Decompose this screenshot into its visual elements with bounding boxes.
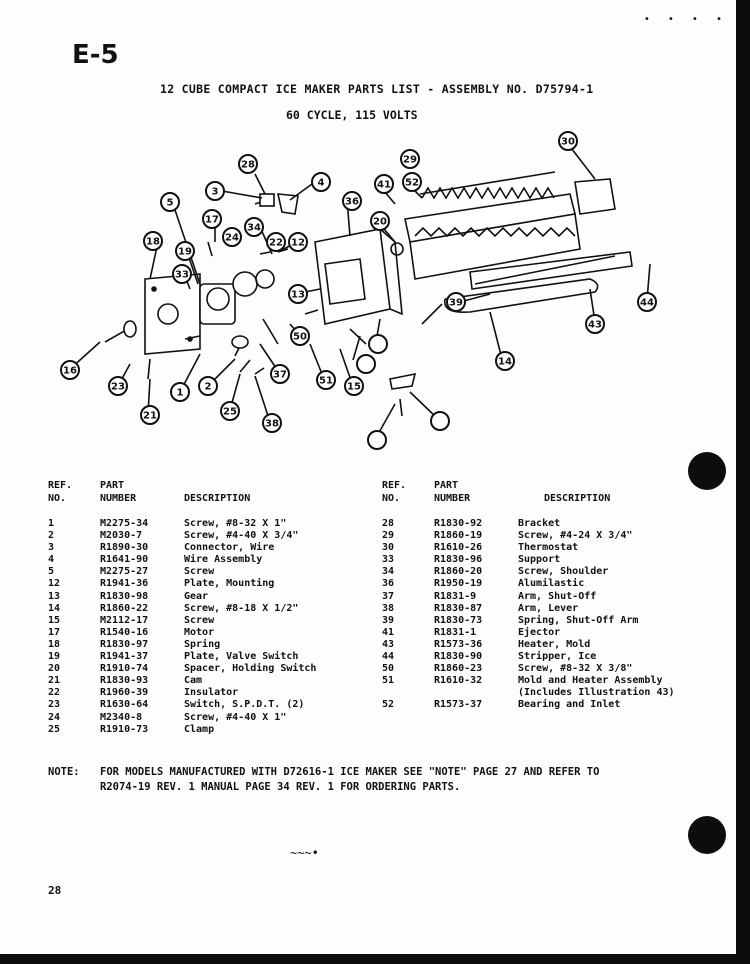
page-subtitle: 60 CYCLE, 115 VOLTS xyxy=(286,108,418,122)
part-number: R1830-73 xyxy=(434,614,483,626)
parts-table-left xyxy=(48,480,316,736)
exploded-parts-diagram xyxy=(50,124,680,464)
callout-number: 15 xyxy=(347,381,361,393)
table-row xyxy=(382,566,675,578)
note-line-2: R2074-19 REV. 1 MANUAL PAGE 34 REV. 1 FOR ORDERING PARTS. xyxy=(100,781,461,793)
part-ref-no: 17 xyxy=(48,626,61,638)
callout-number: 14 xyxy=(498,356,512,368)
header-part-number: NUMBER xyxy=(100,492,137,504)
part-ref-no: 14 xyxy=(48,602,61,614)
part-ref-no: 2 xyxy=(48,530,55,542)
part-description: Spring, Shut-Off Arm xyxy=(518,614,639,626)
part-number: R1831-1 xyxy=(434,626,477,638)
callout-number: 33 xyxy=(175,269,189,281)
part-ref-no: 21 xyxy=(48,675,61,687)
part-number: R1830-87 xyxy=(434,602,483,614)
part-number: R1860-20 xyxy=(434,566,483,578)
header-description: DESCRIPTION xyxy=(544,492,611,504)
table-row xyxy=(382,651,675,663)
callout-number: 13 xyxy=(291,289,305,301)
part-ref-no xyxy=(382,687,434,699)
part-number: R1910-74 xyxy=(100,663,149,675)
part-number: R1830-90 xyxy=(434,651,483,663)
part-description: Stripper, Ice xyxy=(518,651,597,663)
part-description: Cam xyxy=(184,675,203,687)
part-ref-no: 13 xyxy=(48,590,61,602)
part-number: M2275-27 xyxy=(100,566,149,578)
table-row xyxy=(48,542,316,554)
callout-number: 2 xyxy=(204,381,212,393)
header-ref-no: NO. xyxy=(382,492,401,504)
part-ref-no: 36 xyxy=(382,578,395,590)
part-number: R1941-36 xyxy=(100,578,149,590)
part-ref-no: 18 xyxy=(48,638,61,650)
part-description: Screw, Shoulder xyxy=(518,566,609,578)
part-description: Spring xyxy=(184,638,221,650)
part-description: Support xyxy=(518,554,561,566)
part-number: R1630-64 xyxy=(100,699,149,711)
part-number: R1830-92 xyxy=(434,518,483,529)
callout-number: 34 xyxy=(247,222,261,234)
part-ref-no: 52 xyxy=(382,699,395,711)
part-ref-no: 37 xyxy=(382,590,395,602)
table-row xyxy=(48,663,316,675)
table-row xyxy=(48,554,316,566)
scan-edge-bottom xyxy=(0,954,750,964)
part-ref-no: 34 xyxy=(382,566,395,578)
callout-number: 5 xyxy=(166,197,174,209)
part-ref-no: 38 xyxy=(382,602,395,614)
table-row xyxy=(48,675,316,687)
part-ref-no: 4 xyxy=(48,554,55,566)
callout-number: 18 xyxy=(146,236,160,248)
part-description: Switch, S.P.D.T. (2) xyxy=(184,699,305,711)
binder-hole-bottom xyxy=(688,816,726,854)
header-ref-no: NO. xyxy=(48,492,67,504)
part-description: Heater, Mold xyxy=(518,638,591,650)
part-description: Screw xyxy=(184,614,215,626)
table-row xyxy=(48,639,316,651)
header-part-number: NUMBER xyxy=(434,492,471,504)
callout-number: 30 xyxy=(561,136,575,148)
table-row xyxy=(382,627,675,639)
table-row xyxy=(48,615,316,627)
part-ref-no: 15 xyxy=(48,614,61,626)
parts-rows-left xyxy=(48,518,316,736)
table-row xyxy=(48,591,316,603)
part-description: Screw, #8-32 X 1" xyxy=(184,518,287,529)
part-description: Arm, Shut-Off xyxy=(518,590,597,602)
binder-hole-top xyxy=(688,452,726,490)
callout-number: 36 xyxy=(345,196,359,208)
callout-number: 39 xyxy=(449,297,463,309)
part-ref-no: 30 xyxy=(382,542,395,554)
part-number xyxy=(434,687,512,699)
part-number: R1860-22 xyxy=(100,602,149,614)
callout-number: 29 xyxy=(403,154,417,166)
part-number: R1641-90 xyxy=(100,554,149,566)
page-code: E-5 xyxy=(72,40,119,70)
part-ref-no: 3 xyxy=(48,542,55,554)
part-description: Bracket xyxy=(518,518,561,529)
callout-number: 28 xyxy=(241,159,255,171)
part-number: R1830-97 xyxy=(100,638,149,650)
corner-marks: • • • • xyxy=(643,14,728,25)
part-description: Screw, #4-24 X 3/4" xyxy=(518,530,633,542)
part-ref-no: 23 xyxy=(48,699,61,711)
callout-number: 4 xyxy=(317,177,325,189)
part-ref-no: 28 xyxy=(382,518,395,529)
table-row xyxy=(48,578,316,590)
table-row xyxy=(48,530,316,542)
table-row xyxy=(382,603,675,615)
part-ref-no: 33 xyxy=(382,554,395,566)
table-row xyxy=(48,566,316,578)
part-description: Connector, Wire xyxy=(184,542,275,554)
part-description: Insulator xyxy=(184,687,239,699)
part-number: R1610-26 xyxy=(434,542,483,554)
part-description: Screw, #8-18 X 1/2" xyxy=(184,602,299,614)
callout-number: 17 xyxy=(205,214,219,226)
part-description: Arm, Lever xyxy=(518,602,579,614)
part-number: R1610-32 xyxy=(434,675,483,687)
callout-number: 19 xyxy=(178,246,192,258)
part-ref-no: 5 xyxy=(48,566,55,578)
table-row xyxy=(382,554,675,566)
table-row xyxy=(48,724,316,736)
part-ref-no: 41 xyxy=(382,626,395,638)
table-row xyxy=(382,530,675,542)
part-description: Bearing and Inlet xyxy=(518,699,621,711)
table-row xyxy=(48,603,316,615)
part-description: Screw xyxy=(184,566,215,578)
parts-rows-right xyxy=(382,518,675,712)
table-row xyxy=(382,578,675,590)
part-description: Screw, #4-40 X 1" xyxy=(184,711,287,723)
callout-number: 21 xyxy=(143,410,157,422)
part-description: Clamp xyxy=(184,723,215,735)
part-number: M2112-17 xyxy=(100,614,149,626)
part-description: Thermostat xyxy=(518,542,579,554)
callout-number: 52 xyxy=(405,177,419,189)
table-row xyxy=(48,627,316,639)
parts-table-right xyxy=(382,480,675,712)
callout-number: 24 xyxy=(225,232,239,244)
note-label: NOTE: xyxy=(48,766,80,778)
callout-number: 3 xyxy=(211,186,219,198)
part-description: Plate, Valve Switch xyxy=(184,651,299,663)
ordering-note xyxy=(48,765,698,795)
page-title: 12 CUBE COMPACT ICE MAKER PARTS LIST - ASSEMBLY NO. D75794-1 xyxy=(160,82,594,96)
callout-number: 41 xyxy=(377,179,391,191)
part-ref-no: 29 xyxy=(382,530,395,542)
callout-number: 44 xyxy=(640,297,654,309)
callout-number: 20 xyxy=(373,216,387,228)
callout-number: 22 xyxy=(269,237,283,249)
callout-number: 16 xyxy=(63,365,77,377)
part-ref-no: 50 xyxy=(382,663,395,675)
table-row xyxy=(48,699,316,711)
part-number: R1830-98 xyxy=(100,590,149,602)
part-ref-no: 22 xyxy=(48,687,61,699)
note-line-1: FOR MODELS MANUFACTURED WITH D72616-1 ICE MAKER SEE "NOTE" PAGE 27 AND REFER TO xyxy=(100,766,600,778)
table-row xyxy=(382,663,675,675)
part-description: Wire Assembly xyxy=(184,554,263,566)
part-number: M2030-7 xyxy=(100,530,143,542)
table-row xyxy=(382,542,675,554)
table-row xyxy=(382,518,675,530)
part-ref-no: 24 xyxy=(48,711,61,723)
part-number: R1890-30 xyxy=(100,542,149,554)
header-description: DESCRIPTION xyxy=(184,492,251,504)
part-ref-no: 39 xyxy=(382,614,395,626)
callout-number: 43 xyxy=(588,319,602,331)
header-ref: REF. xyxy=(48,480,73,491)
callout-number: 1 xyxy=(176,387,184,399)
part-description: (Includes Illustration 43) xyxy=(518,687,675,699)
callout-number: 12 xyxy=(291,237,305,249)
part-ref-no: 44 xyxy=(382,651,395,663)
part-ref-no: 1 xyxy=(48,518,55,529)
part-number: R1941-37 xyxy=(100,651,149,663)
callout-number: 25 xyxy=(223,406,237,418)
table-row xyxy=(48,651,316,663)
part-description: Alumilastic xyxy=(518,578,585,590)
part-number: R1860-19 xyxy=(434,530,483,542)
part-number: R1960-39 xyxy=(100,687,149,699)
part-ref-no: 51 xyxy=(382,675,395,687)
part-ref-no: 12 xyxy=(48,578,61,590)
table-row xyxy=(382,687,675,699)
header-part: PART xyxy=(434,480,459,491)
part-number: R1950-19 xyxy=(434,578,483,590)
part-number: R1573-37 xyxy=(434,699,483,711)
part-description: Spacer, Holding Switch xyxy=(184,663,317,675)
part-ref-no: 19 xyxy=(48,651,61,663)
table-row xyxy=(48,687,316,699)
part-description: Motor xyxy=(184,626,215,638)
part-number: R1910-73 xyxy=(100,723,149,735)
table-row xyxy=(48,518,316,530)
part-number: M2340-8 xyxy=(100,711,143,723)
table-row xyxy=(382,615,675,627)
part-number: R1831-9 xyxy=(434,590,477,602)
part-ref-no: 25 xyxy=(48,723,61,735)
part-number: R1830-93 xyxy=(100,675,149,687)
table-row xyxy=(382,699,675,711)
part-number: R1830-96 xyxy=(434,554,483,566)
callout-number: 38 xyxy=(265,418,279,430)
part-description: Gear xyxy=(184,590,209,602)
page-number: 28 xyxy=(48,884,62,897)
part-ref-no: 20 xyxy=(48,663,61,675)
part-description: Ejector xyxy=(518,626,561,638)
table-row xyxy=(382,675,675,687)
header-part: PART xyxy=(100,480,125,491)
scan-mark: ~~~• xyxy=(290,846,319,860)
part-description: Mold and Heater Assembly xyxy=(518,675,663,687)
callout-number: 50 xyxy=(293,331,307,343)
table-row xyxy=(382,591,675,603)
callout-number: 51 xyxy=(319,375,333,387)
part-number: R1860-23 xyxy=(434,663,483,675)
scan-edge-right xyxy=(736,0,750,964)
part-number: R1540-16 xyxy=(100,626,149,638)
part-description: Screw, #8-32 X 3/8" xyxy=(518,663,633,675)
callout-number: 37 xyxy=(273,369,287,381)
part-description: Screw, #4-40 X 3/4" xyxy=(184,530,299,542)
part-description: Plate, Mounting xyxy=(184,578,275,590)
table-row xyxy=(382,639,675,651)
header-ref: REF. xyxy=(382,480,407,491)
callout-number: 23 xyxy=(111,381,125,393)
part-number: R1573-36 xyxy=(434,638,483,650)
part-ref-no: 43 xyxy=(382,638,395,650)
table-row xyxy=(48,712,316,724)
part-number: M2275-34 xyxy=(100,518,149,529)
